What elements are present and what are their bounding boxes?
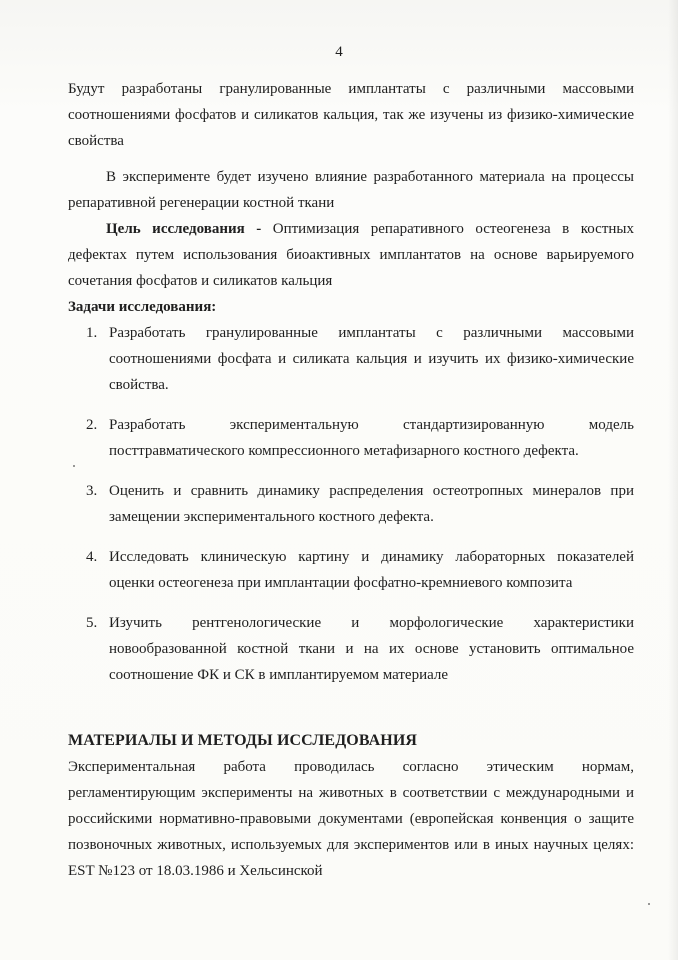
- scan-speck: [73, 465, 75, 467]
- list-item-text: Оценить и сравнить динамику распределения остеотропных минералов при замещении экспериментального костного дефекта.: [109, 483, 634, 525]
- document-body: [68, 76, 634, 884]
- paragraph-methods: Экспериментальная работа проводилась согласно этическим нормам, регламентирующим эксперименты на животных в соответствии с международными и российскими нормативно-правовыми документами (европейская конвенция о защите позвоночных животных, используемых для экспериментов или в иных научных целях: EST №123 от 18.03.1986 и Хельсинской: [68, 759, 634, 879]
- scan-speck: [648, 903, 650, 905]
- list-item-text: Разработать экспериментальную стандартизированную модель посттравматического компрессионного метафизарного костного дефекта.: [109, 417, 634, 459]
- page-number: 4: [335, 44, 343, 60]
- list-item-text: Разработать гранулированные имплантаты с различными массовыми соотношениями фосфата и силиката кальция и изучить их физико-химические свойства.: [109, 325, 634, 393]
- list-item-number: 1.: [86, 325, 98, 341]
- list-item: [68, 320, 634, 398]
- list-item-number: 3.: [86, 483, 98, 499]
- tasks-title: Задачи исследования:: [68, 299, 217, 315]
- tasks-list: [68, 320, 634, 688]
- paragraph-implants: Будут разработаны гранулированные имплантаты с различными массовыми соотношениями фосфатов и силикатов кальция, так же изучены из физико-химические свойства: [68, 81, 634, 149]
- paragraph-experiment: В эксперименте будет изучено влияние разработанного материала на процессы репаративной регенерации костной ткани: [68, 169, 634, 211]
- list-item: [68, 544, 634, 596]
- goal-label: Цель исследования -: [106, 221, 262, 237]
- page-edge-shadow: [668, 0, 678, 960]
- list-item: [68, 478, 634, 530]
- list-item-number: 5.: [86, 615, 98, 631]
- goal-text: Оптимизация репаративного остеогенеза в костных дефектах путем использования биоактивных имплантатов на основе варьируемого сочетания фосфатов и силикатов кальция: [68, 221, 634, 289]
- list-item: [68, 412, 634, 464]
- list-item-number: 4.: [86, 549, 98, 565]
- list-item-text: Изучить рентгенологические и морфологические характеристики новообразованной костной ткани и на их основе установить оптимальное соотношение ФК и СК в имплантируемом материале: [109, 615, 634, 683]
- list-item-text: Исследовать клиническую картину и динамику лабораторных показателей оценки остеогенеза при имплантации фосфатно-кремниевого композита: [109, 549, 634, 591]
- section-heading: МАТЕРИАЛЫ И МЕТОДЫ ИССЛЕДОВАНИЯ: [68, 732, 418, 749]
- list-item: [68, 610, 634, 688]
- list-item-number: 2.: [86, 417, 98, 433]
- paragraph-goal: [68, 216, 634, 294]
